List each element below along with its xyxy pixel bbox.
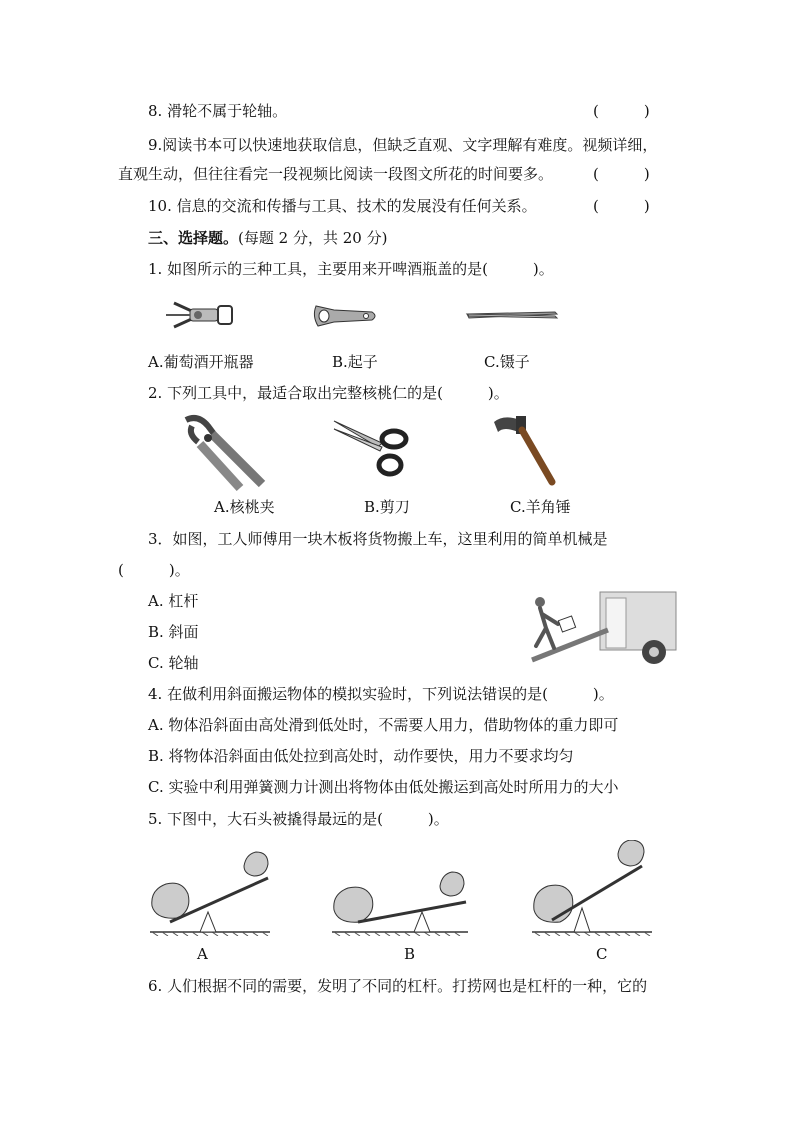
section3-heading: 三、选择题。 [148,229,239,247]
claw-hammer-image [490,414,560,486]
bottle-opener-image [310,300,380,332]
mc-q5-option-b: B [404,945,416,963]
mc-q5-option-c: C [596,945,608,963]
mc-q2-option-c: C.羊角锤 [510,498,571,516]
mc-q1-option-c: C.镊子 [484,353,530,371]
worker-ramp-truck-image [512,590,678,672]
tf-q9-line1: 9.阅读书本可以快速地获取信息，但缺乏直观、文字理解有难度。视频详细， [148,136,658,154]
tf-q10-answer-paren[interactable]: ( ) [593,197,650,215]
mc-q2-option-a: A.核桃夹 [214,498,275,516]
mc-q4-option-b: B. 将物体沿斜面由低处拉到高处时，动作要快，用力不要求均匀 [148,747,574,765]
mc-q2-stem: 2. 下列工具中，最适合取出完整核桃仁的是( )。 [148,384,509,402]
mc-q1-option-a: A.葡萄酒开瓶器 [148,353,254,371]
lever-figure-b [330,846,470,936]
mc-q1-stem: 1. 如图所示的三种工具，主要用来开啤酒瓶盖的是( )。 [148,260,554,278]
lever-figure-c [530,840,654,936]
mc-q5-stem: 5. 下图中，大石头被撬得最远的是( )。 [148,810,449,828]
mc-q6-line1: 6. 人们根据不同的需要，发明了不同的杠杆。打捞网也是杠杆的一种，它的 [148,977,648,995]
section3-heading-line [148,228,387,248]
scissors-image [332,417,414,479]
mc-q4-stem: 4. 在做利用斜面搬运物体的模拟实验时，下列说法错误的是( )。 [148,685,614,703]
mc-q2-option-b: B.剪刀 [364,498,410,516]
lever-figure-a [148,846,272,936]
mc-q3-option-a: A. 杠杆 [148,592,199,610]
mc-q4-option-a: A. 物体沿斜面由高处滑到低处时，不需要人用力，借助物体的重力即可 [148,716,619,734]
mc-q3-line2: ( )。 [118,561,190,579]
mc-q3-option-c: C. 轮轴 [148,654,199,672]
tweezers-image [465,306,560,324]
mc-q1-option-b: B.起子 [332,353,378,371]
mc-q3-line1: 3．如图，工人师傅用一块木板将货物搬上车，这里利用的简单机械是 [148,530,608,548]
mc-q3-option-b: B. 斜面 [148,623,199,641]
tf-q9-answer-paren[interactable]: ( ) [593,165,650,183]
mc-q5-option-a: A [197,945,208,963]
nutcracker-image [178,412,268,492]
tf-q10-text: 10. 信息的交流和传播与工具、技术的发展没有任何关系。 [148,197,537,215]
section3-note: (每题 2 分，共 20 分) [238,229,388,247]
tf-q9-line2: 直观生动，但往往看完一段视频比阅读一段图文所花的时间要多。 [118,165,554,183]
wine-opener-image [160,295,240,335]
tf-q8-text: 8. 滑轮不属于轮轴。 [148,102,288,120]
mc-q4-option-c: C. 实验中利用弹簧测力计测出将物体由低处搬运到高处时所用力的大小 [148,778,619,796]
tf-q8-answer-paren[interactable]: ( ) [593,102,650,120]
